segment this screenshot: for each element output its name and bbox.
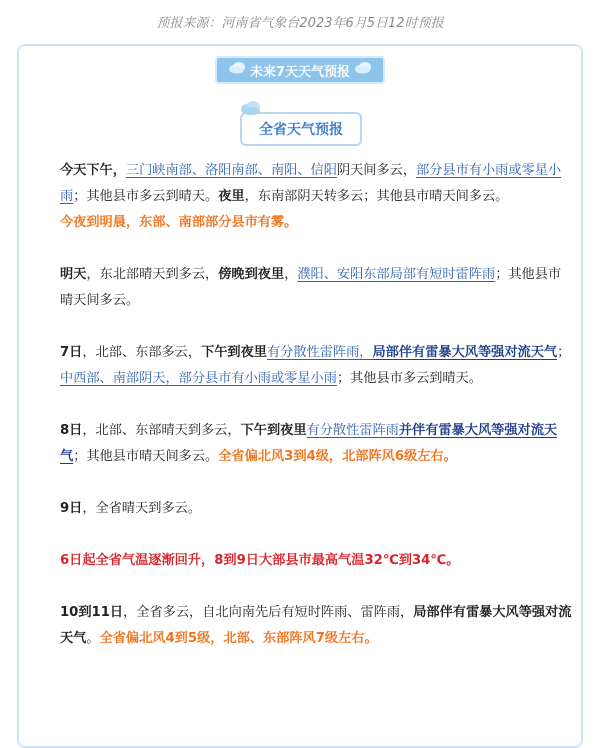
text: ；其他县市晴天间多云。 [73, 449, 219, 464]
paragraph-temperature [36, 548, 572, 574]
text: 阴天间多云， [336, 163, 417, 178]
text: ， [284, 267, 298, 282]
link-severe-3[interactable]: 局部伴有雷暴大风等强对流天气 [372, 345, 558, 360]
forecast-source: 预报来源：河南省气象台2023年6月5日12时预报 [156, 16, 444, 31]
cloud-icon [228, 62, 246, 78]
text-day9: 9日 [60, 501, 83, 516]
link-thunder-3[interactable]: 有分散性雷阵雨， [267, 345, 373, 360]
fog-warning: 今夜到明晨，东部、南部部分县市有雾。 [60, 215, 298, 230]
text-severe-7: 局部伴有雷暴大风等强对流天气 [60, 605, 572, 646]
text: ； [557, 345, 571, 360]
paragraph-today [36, 158, 572, 236]
section-title: 全省天气预报 [259, 122, 343, 138]
text-night: 夜里 [218, 189, 245, 204]
wind-warning-7: 全省偏北风4到5级，北部、东部阵风7级左右。 [99, 631, 378, 646]
cloud-icon [240, 100, 262, 119]
temperature-alert: 6日起全省气温逐渐回升，8到9日大部县市最高气温32℃到34℃。 [60, 553, 460, 568]
text-day7: 7日 [60, 345, 83, 360]
paragraph-tomorrow [36, 262, 572, 314]
text: ，北部、东部晴天到多云， [82, 423, 241, 438]
text-day8: 8日 [60, 423, 83, 438]
forecast-content [36, 158, 572, 652]
text-afternoon: 下午到夜里 [240, 423, 307, 438]
paragraph-day9 [36, 496, 572, 522]
text: ，北部、东部多云， [82, 345, 202, 360]
banner-title: 未来7天天气预报 [249, 64, 351, 80]
text: ；其他县市多云到晴天。 [73, 189, 219, 204]
text: ；其他县市多云到晴天。 [336, 371, 482, 386]
link-thunder-2[interactable]: 濮阳、安阳东部局部有短时雷阵雨 [297, 267, 496, 282]
text-today: 今天下午， [60, 163, 126, 178]
text: ，东北部晴天到多云， [86, 267, 219, 282]
cloud-icon [354, 62, 372, 78]
link-area-1[interactable]: 三门峡南部、洛阳南部、南阳、信阳 [125, 163, 337, 178]
link-rain-1[interactable]: 部分县市有小雨或零星小雨 [60, 163, 562, 204]
forecast-banner [215, 56, 385, 84]
text: ；其他县市晴天间多云。 [60, 267, 562, 308]
link-severe-4[interactable]: 并伴有雷暴大风等强对流天气 [60, 423, 558, 464]
text-afternoon: 下午到夜里 [201, 345, 267, 360]
paragraph-day10-11 [36, 600, 572, 652]
paragraph-day7 [36, 340, 572, 392]
text-tomorrow: 明天 [60, 267, 87, 282]
text-evening: 傍晚到夜里 [218, 267, 285, 282]
link-rain-3[interactable]: 中西部、南部阴天，部分县市有小雨或零星小雨 [60, 371, 337, 386]
wind-warning-4: 全省偏北风3到4级，北部阵风6级左右。 [218, 449, 457, 464]
text: ，东南部阴天转多云；其他县市晴天间多云。 [244, 189, 509, 204]
text: 。 [86, 631, 100, 646]
paragraph-day8 [36, 418, 572, 470]
text-day10-11: 10到11日 [60, 605, 124, 620]
text: ，全省多云，自北向南先后有短时阵雨、雷阵雨， [123, 605, 414, 620]
link-thunder-4[interactable]: 有分散性雷阵雨 [306, 423, 399, 438]
text: ，全省晴天到多云。 [82, 501, 202, 516]
